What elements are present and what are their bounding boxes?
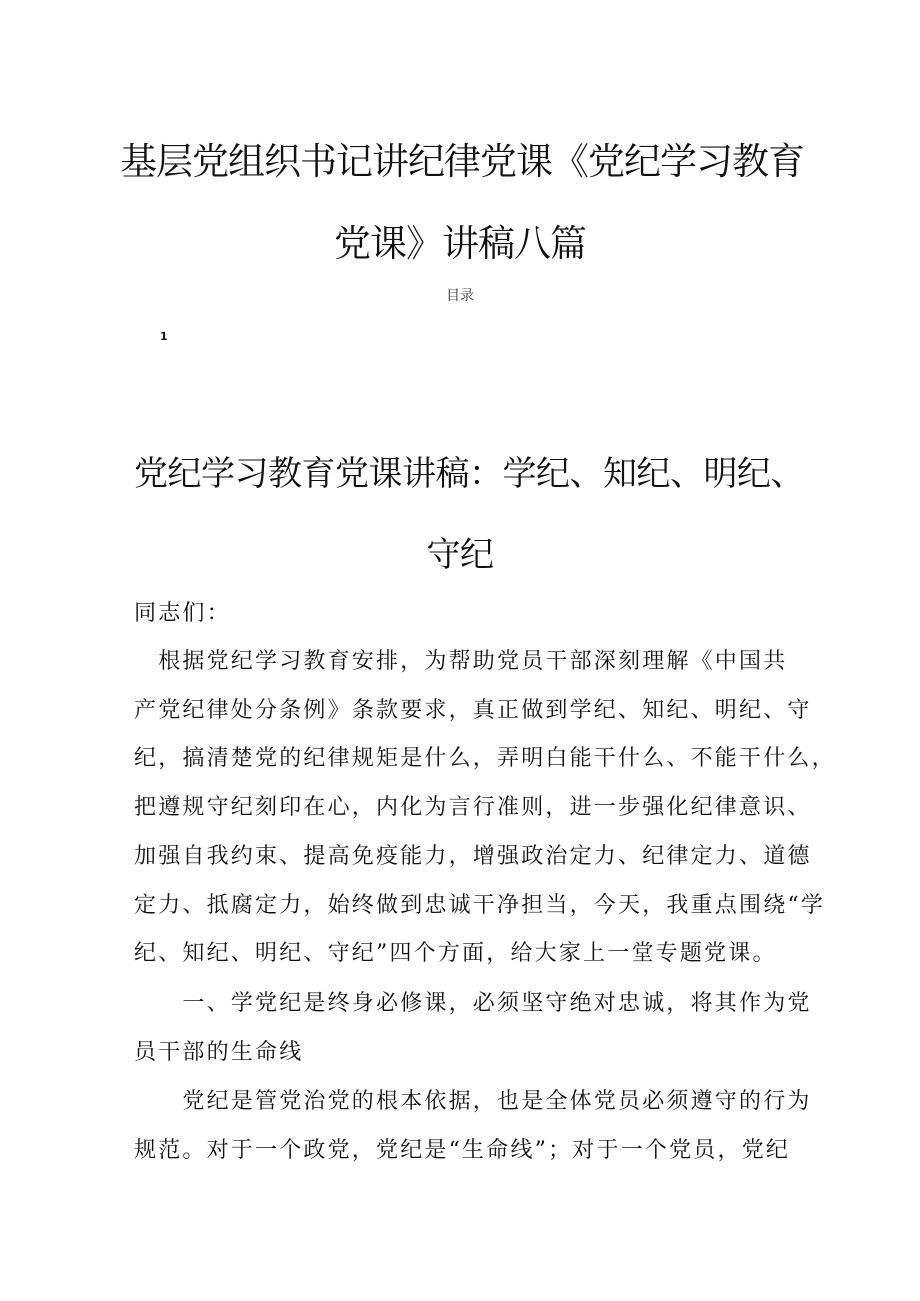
paragraph-line: 加强自我约束、提高免疫能力，增强政治定力、纪律定力、道德 xyxy=(134,843,812,869)
greeting: 同志们： xyxy=(134,601,231,626)
paragraph-line: 纪，搞清楚党的纪律规矩是什么，弄明白能干什么、不能干什么， xyxy=(134,746,836,772)
paragraph-party-discipline xyxy=(134,1078,812,1175)
paragraph-intro xyxy=(134,638,836,979)
document-title-line-1: 基层党组织书记讲纪律党课《党纪学习教育 xyxy=(120,140,804,183)
paragraph-line: 根据党纪学习教育安排，为帮助党员干部深刻理解《中国共 xyxy=(134,649,788,674)
paragraph-heading-one xyxy=(134,980,812,1077)
paragraph-line: 一、学党纪是终身必修课，必须坚守绝对忠诚，将其作为党 xyxy=(134,991,812,1016)
section-title-line-1: 党纪学习教育党课讲稿：学纪、知纪、明纪、 xyxy=(134,454,804,494)
toc-label: 目录 xyxy=(446,288,474,304)
toc-entry-number[interactable]: 1 xyxy=(160,330,168,343)
paragraph-line: 把遵规守纪刻印在心，内化为言行准则，进一步强化纪律意识、 xyxy=(134,795,812,821)
paragraph-line: 员干部的生命线 xyxy=(134,1039,304,1065)
document-title-line-2: 党课》讲稿八篇 xyxy=(334,222,586,265)
paragraph-line: 定力、抵腐定力，始终做到忠诚干净担当，今天，我重点围绕“学 xyxy=(134,892,826,918)
paragraph-line: 党纪是管党治党的根本依据，也是全体党员必须遵守的行为 xyxy=(134,1089,812,1114)
section-title-line-2: 守纪 xyxy=(426,535,494,575)
paragraph-line: 纪、知纪、明纪、守纪”四个方面，给大家上一堂专题党课。 xyxy=(134,941,777,967)
paragraph-line: 产党纪律处分条例》条款要求，真正做到学纪、知纪、明纪、守 xyxy=(134,697,812,723)
paragraph-line: 规范。对于一个政党，党纪是“生命线”；对于一个党员，党纪 xyxy=(134,1137,791,1163)
